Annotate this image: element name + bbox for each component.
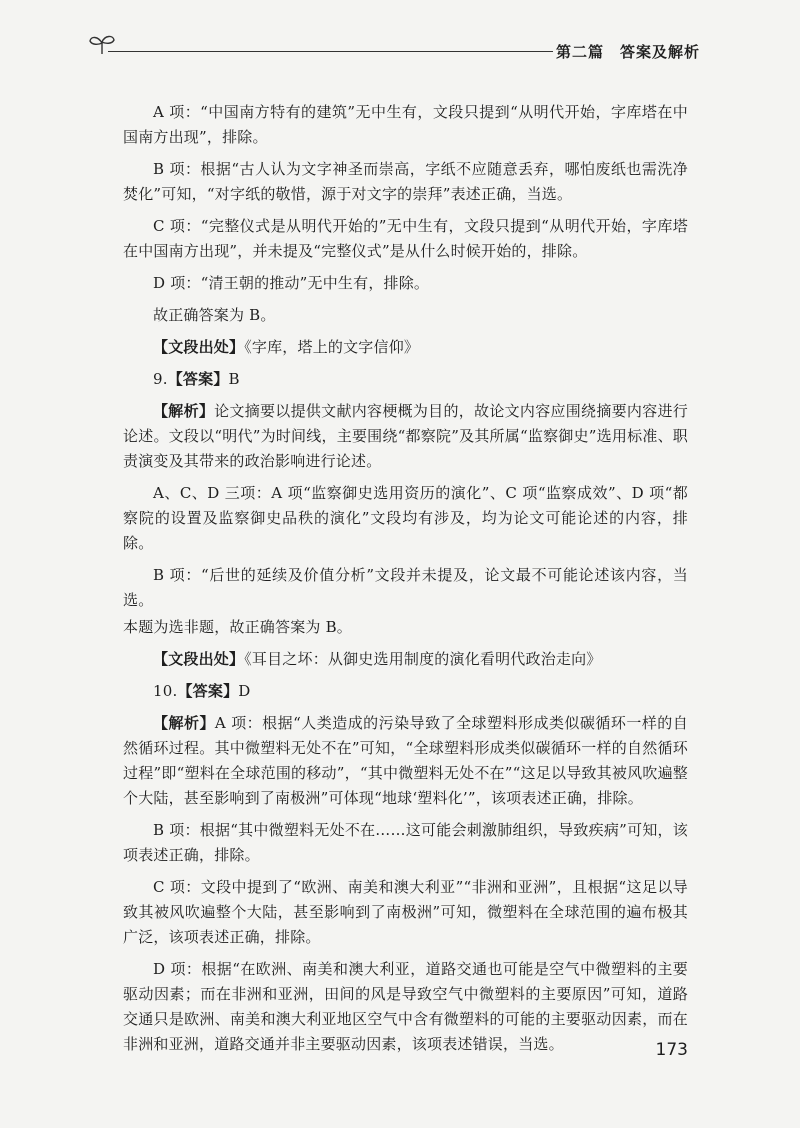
page-number: 173 xyxy=(655,1040,688,1060)
answer-heading-q10 xyxy=(123,679,688,704)
option-c-q8: C 项：“完整仪式是从明代开始的”无中生有，文段只提到“从明代开始，字库塔在中国南方出现”，并未提及“完整仪式”是从什么时候开始的，排除。 xyxy=(123,217,688,260)
analysis-label: 【解析】 xyxy=(153,402,215,420)
option-b-q9: B 项：“后世的延续及价值分析”文段并未提及，论文最不可能论述该内容，当选。 xyxy=(123,566,688,609)
options-acd-q9: A、C、D 三项：A 项“监察御史选用资历的演化”、C 项“监察成效”、D 项“都察院的设置及监察御史品秩的演化”文段均有涉及，均为论文可能论述的内容，排除。 xyxy=(123,484,688,552)
option-b-q8: B 项：根据“古人认为文字神圣而崇高，字纸不应随意丢弃，哪怕废纸也需洗净焚化”可知，“对字纸的敬惜，源于对文字的崇拜”表述正确，当选。 xyxy=(123,160,688,203)
option-c-q10: C 项：文段中提到了“欧洲、南美和澳大利亚”“非洲和亚洲”，且根据“这足以导致其被风吹遍整个大陆，甚至影响到了南极洲”可知，微塑料在全球范围的遍布极其广泛，该项表述正确，排除。 xyxy=(123,878,688,946)
question-number: 10. xyxy=(153,682,178,700)
page-header xyxy=(88,28,700,68)
answer-heading-q9 xyxy=(123,367,688,392)
answer-letter: B xyxy=(228,370,240,388)
analysis-q10 xyxy=(123,711,688,811)
option-d-q10: D 项：根据“在欧洲、南美和澳大利亚，道路交通也可能是空气中微塑料的主要驱动因素；而在非洲和亚洲，田间的风是导致空气中微塑料的主要原因”可知，道路交通只是欧洲、南美和澳大利亚地区空气中含有微塑料的可能的主要驱动因素，而在非洲和亚洲，道路交通并非主要驱动因素，该项表述错误，当选。 xyxy=(123,960,688,1053)
source-label: 【文段出处】 xyxy=(153,338,245,356)
answer-content xyxy=(123,100,688,1064)
answer-letter: D xyxy=(238,682,251,700)
source-q8 xyxy=(123,335,688,360)
answer-q9: 本题为选非题，故正确答案为 B。 xyxy=(123,618,352,636)
answer-label: 【答案】 xyxy=(167,370,229,388)
source-q9 xyxy=(123,647,688,672)
answer-q8: 故正确答案为 B。 xyxy=(153,306,276,324)
section-title: 第二篇 答案及解析 xyxy=(555,43,700,61)
option-a-q8: A 项：“中国南方特有的建筑”无中生有，文段只提到“从明代开始，字库塔在中国南方出现”，排除。 xyxy=(123,103,688,146)
source-text: 《字库，塔上的文字信仰》 xyxy=(244,338,420,356)
analysis-text: 论文摘要以提供文献内容梗概为目的，故论文内容应围绕摘要内容进行论述。文段以“明代”为时间线，主要围绕“都察院”及其所属“监察御史”选用标准、职责演变及其带来的政治影响进行论述。 xyxy=(123,402,688,470)
answer-label: 【答案】 xyxy=(177,682,239,700)
option-d-q8: D 项：“清王朝的推动”无中生有，排除。 xyxy=(153,274,430,292)
analysis-q9 xyxy=(123,399,688,474)
source-text: 《耳目之坏：从御史选用制度的演化看明代政治走向》 xyxy=(244,650,602,668)
sprout-icon xyxy=(88,32,116,56)
header-rule xyxy=(108,51,553,52)
question-number: 9. xyxy=(153,370,168,388)
analysis-text: A 项：根据“人类造成的污染导致了全球塑料形成类似碳循环一样的自然循环过程。其中微塑料无处不在”可知，“全球塑料形成类似碳循环一样的自然循环过程”即“塑料在全球范围的移动”，“其中微塑料无处不在”“这足以导致其被风吹遍整个大陆，甚至影响到了南极洲”可体现“地球‘塑料化’”，该项表述正确，排除。 xyxy=(123,714,688,807)
source-label: 【文段出处】 xyxy=(153,650,245,668)
analysis-label: 【解析】 xyxy=(153,714,215,732)
option-b-q10: B 项：根据“其中微塑料无处不在……这可能会刺激肺组织，导致疾病”可知，该项表述正确，排除。 xyxy=(123,821,688,864)
